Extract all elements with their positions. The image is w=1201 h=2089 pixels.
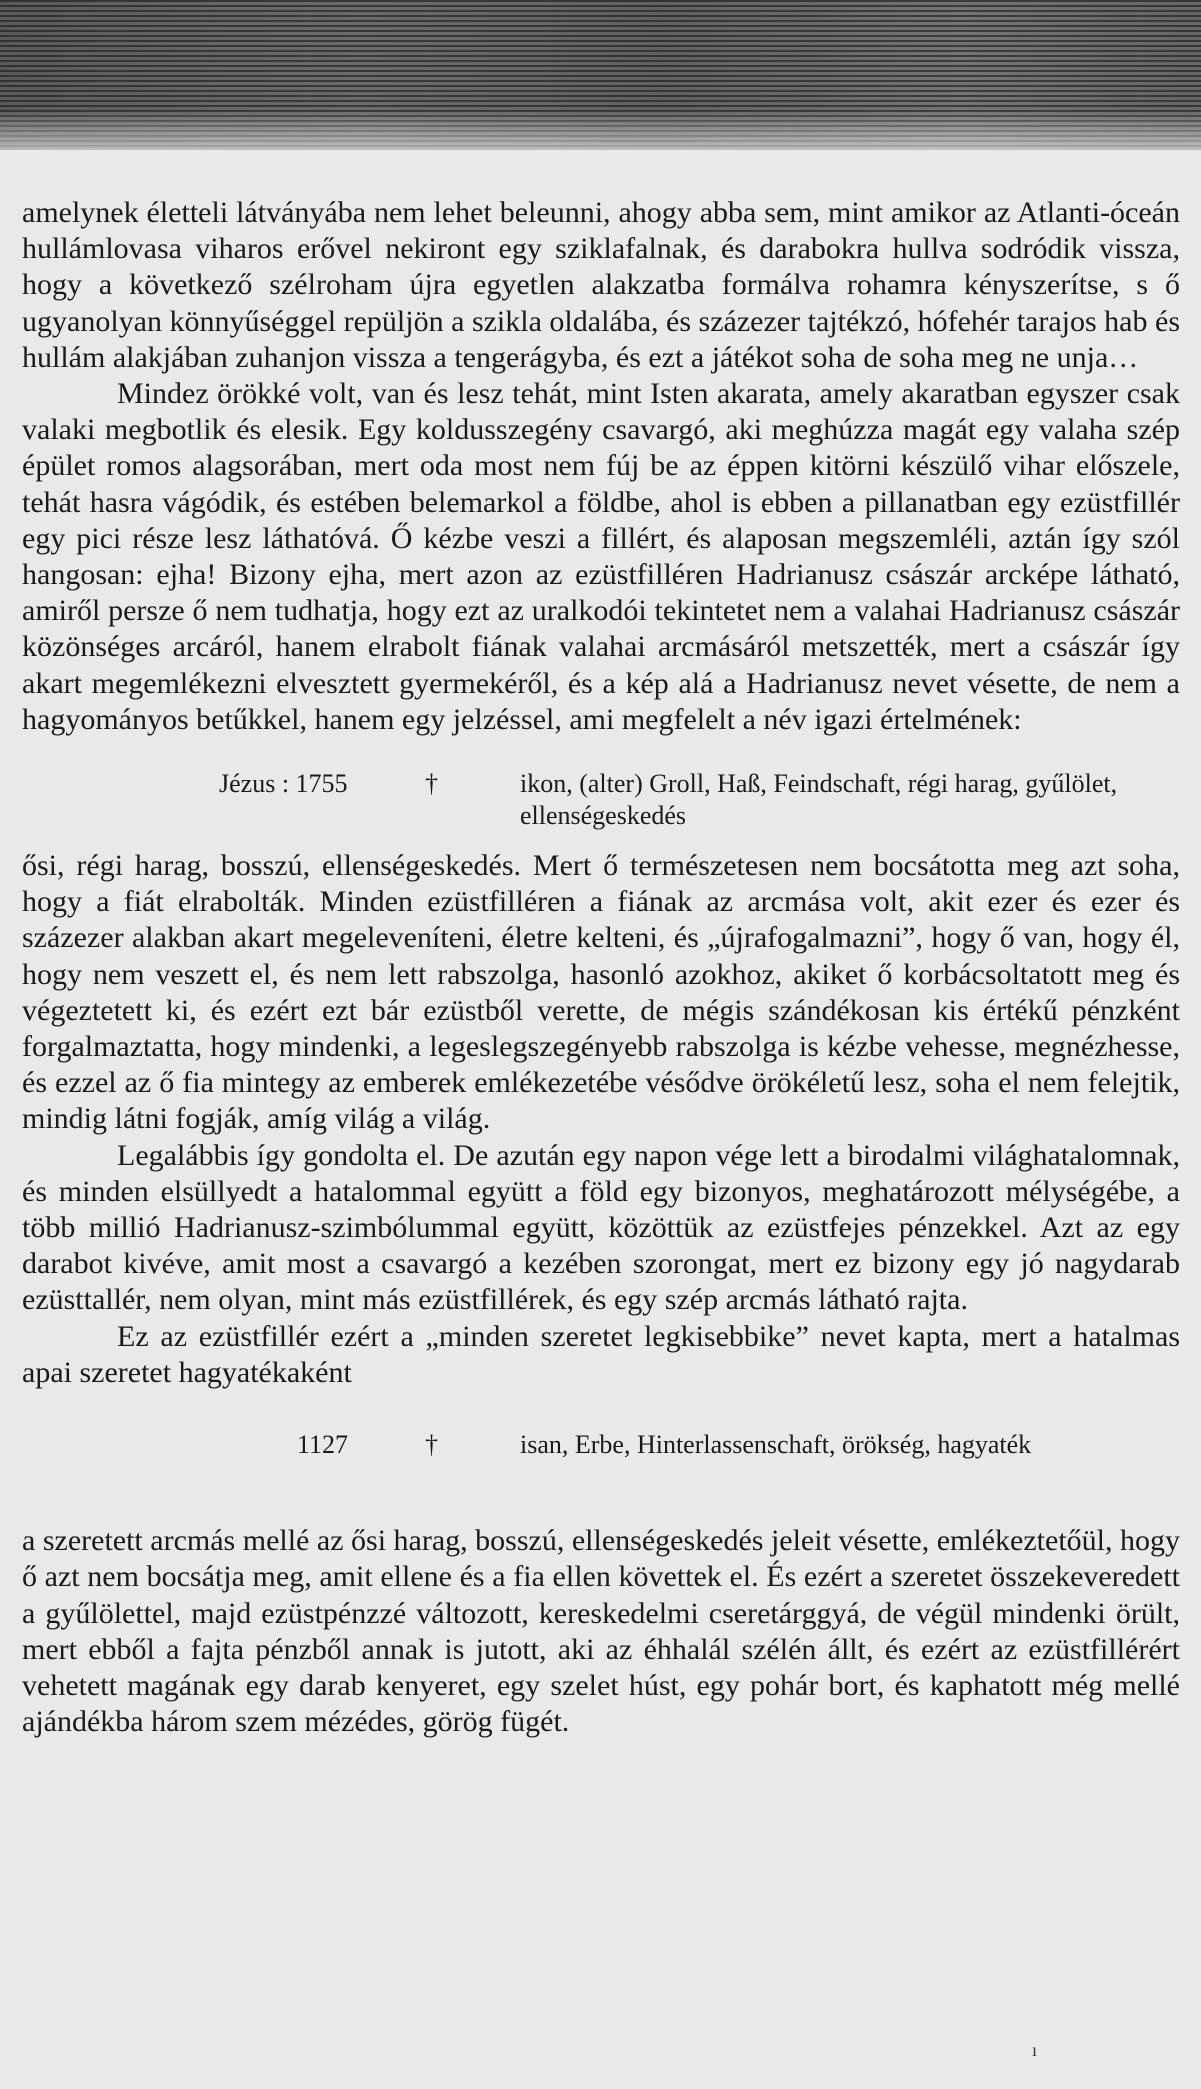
paragraph-4: Legalábbis így gondolta el. De azután egy napon vége lett a birodalmi világhatalomnak, és minden elsüllyedt a hatalommal együtt a föld egy bizonyos, meghatározott mélységébe, a több millió Hadrianusz-szimbólummal együtt, közöttük az ezüstfejes pénzekkel. Azt az egy darabot kivéve, amit most a csavargó a kezében szorongat, mert ez bizony egy jó nagydarab ezüsttallér, nem olyan, mint más ezüstfillérek, és egy szép arcmás látható rajta. [22,1138,1180,1317]
entry-reference: Jézus : 1755 [219,769,348,799]
entry-definition: isan, Erbe, Hinterlassenschaft, örökség, hagyaték [520,1430,1032,1460]
paragraph-1: amelynek életteli látványába nem lehet beleunni, ahogy abba sem, mint amikor az Atlanti-óceán hullámlovasa viharos erővel nekiront egy sziklafalnak, és darabokra hullva sodródik vissza, hogy a következő szélroham újra egyetlen alakzatba formálva rohamra kényszerítse, s ő ugyanolyan könnyűséggel repüljön a szikla oldalába, és százezer tajtékzó, hófehér tarajos hab és hullám alakjában zuhanjon vissza a tengerágyba, és ezt a játékot soha de soha meg ne unja… [22,196,1180,374]
document-page [22,195,1180,1740]
entry-definition: ikon, (alter) Groll, Haß, Feindschaft, régi harag, gyűlölet, ellenségeskedés [520,769,1118,831]
paragraph-5: Ez az ezüstfillér ezért a „minden szeretet legkisebbike” nevet kapta, mert a hatalmas apai szeretet hagyatékaként [22,1319,1180,1389]
scan-header-fade [0,110,1201,170]
paragraph-2: Mindez örökké volt, van és lesz tehát, mint Isten akarata, amely akaratban egyszer csak valaki megbotlik és elesik. Egy koldusszegény csavargó, aki meghúzza magát egy valaha szép épület romos alagsorában, mert oda most nem fúj be az éppen kitörni készülő vihar előszele, tehát hasra vágódik, és estében belemarkol a földbe, ahol is ebben a pillanatban egy ezüstfillér egy pici része lesz láthatóvá. Ő kézbe veszi a fillért, és alaposan megszemléli, aztán így szól hangosan: ejha! Bizony ejha, mert azon az ezüstfilléren Hadrianusz császár arcképe látható, amiről persze ő nem tudhatja, hogy ezt az uralkodói tekintetet nem a valahai Hadrianusz császár közönséges arcáról, hanem elrabolt fiának valahai arcmásáról metszették, mert a császár így akart megemlékezni elvesztett gyermekéről, és a kép alá a Hadrianusz nevet vésette, de nem a hagyományos betűkkel, hanem egy jelzéssel, ami megfelelt a név igazi értelmének: [22,377,1180,736]
dagger-symbol: † [425,769,438,799]
dictionary-entry-1 [22,738,1180,848]
dagger-symbol: † [425,1430,438,1460]
page-mark: ı [1032,2040,1038,2060]
paragraph-3: ősi, régi harag, bosszú, ellenségeskedés. Mert ő természetesen nem bocsátotta meg azt soha, hogy a fiát elrabolták. Minden ezüstfilléren a fiának az arcmása volt, akit ezer és ezer és százezer alakban akart megeleveníteni, életre kelteni, és „újrafogalmazni”, hogy ő van, hogy él, hogy nem veszett el, és nem lett rabszolga, hasonló azokhoz, akiket ő korbácsoltatott meg és végeztetett ki, és ezért ezt bár ezüstből verette, de mégis szándékosan kis értékű pénzként forgalmaztatta, hogy mindenki, a legeslegszegényebb rabszolga is kézbe vehesse, megnézhesse, és ezzel az ő fia mintegy az emberek emlékezetébe vésődve örökéletű lesz, soha el nem felejtik, mindig látni fogják, amíg világ a világ. [22,849,1180,1136]
dictionary-entry-2 [22,1391,1180,1523]
paragraph-6: a szeretett arcmás mellé az ősi harag, bosszú, ellenségeskedés jeleit vésette, emlékeztetőül, hogy ő azt nem bocsátja meg, amit ellene és a fia ellen követtek el. És ezért a szeretet összekeveredett a gyűlölettel, majd ezüstpénzzé változott, kereskedelmi cseretárggyá, de végül mindenki örült, mert ebből a fajta pénzből annak is jutott, aki az éhhalál szélén állt, és ezért az ezüstfillérért vehetett magának egy darab kenyeret, egy szelet húst, egy pohár bort, és kaphatott még mellé ajándékba három szem mézédes, görög fügét. [22,1524,1180,1739]
entry-reference: 1127 [297,1430,349,1460]
